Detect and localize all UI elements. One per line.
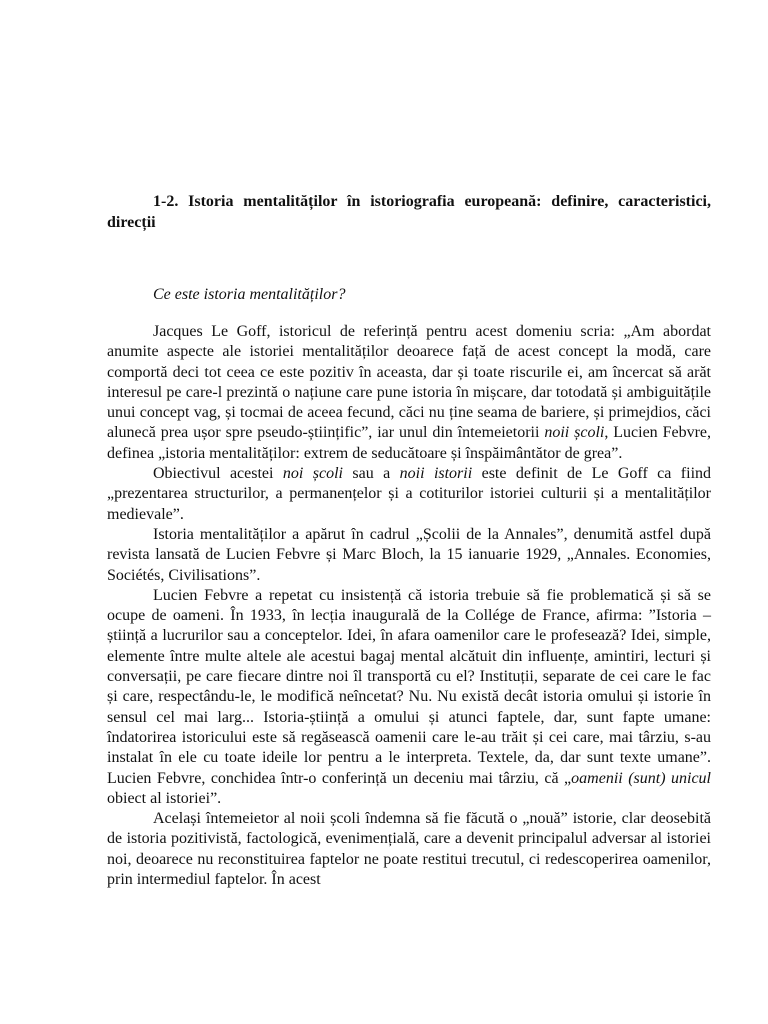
section-heading: 1-2. Istoria mentalităților în istoriografia europeană: definire, caracteristici, direcții bbox=[107, 193, 711, 231]
paragraph-text: sau a bbox=[342, 465, 400, 483]
paragraph-annales: Istoria mentalităților a apărut în cadrul „Școlii de la Annales”, denumită astfel după revista lansată de Lucien Febvre și Marc Bloch, la 15 ianuarie 1929, „Annales. Economies, Sociétés, Civilisations”. bbox=[107, 525, 711, 584]
paragraph-text: Obiectivul acestei bbox=[153, 465, 283, 483]
paragraph-objective bbox=[107, 464, 711, 525]
paragraph-new-history: Același întemeietor al noii școli îndemna să fie făcută o „nouă” istorie, clar deosebită de istoria pozitivistă, factologică, evenimențială, care a devenit principalul adversar al istoriei noi, deoarece nu reconstituirea faptelor ne poate restitui trecutul, ci redescoperirea oamenilor, prin intermediul faptelor. În acest bbox=[107, 810, 711, 889]
paragraph-text: Lucien Febvre a repetat cu insistență că istoria trebuie să fie problematică și să se ocupe de oameni. În 1933, în lecția inaugurală de la Collége de France, afirma: ”Istoria – știință a lucrurilor sau a conceptelor. Idei, în afara oamenilor care le profesează? Idei, simple, elemente între multe altele ale acestui bagaj mental alcătuit din influențe, amintiri, lecturi și conversații, pe care fiecare dintre noi îl transportă cu el? Instituții, separate de cei care le fac și care, respectându-le, le modifică neîncetat? Nu. Nu există decât istoria omului și istorie în sensul cel mai larg... Istoria-știință a omului și atunci faptele, dar, sunt fapte umane: îndatorirea istoricului este să regăsească oamenii care le-au trăit și cei care, mai târziu, s-au instalat în ele cu toate ideile lor pentru a le interpreta. Textele, da, dar sunt texte umane”. Lucien Febvre, conchidea într-o conferință un deceniu mai târziu, că „ bbox=[107, 586, 711, 787]
paragraph-text: obiect al istoriei”. bbox=[107, 789, 222, 807]
paragraph-text: este definit de Le Goff ca fiind „prezentarea structurilor, a permanențelor și a cotiturilor istoriei culturii și a mentalităților medievale”. bbox=[107, 465, 712, 523]
paragraph-text: Jacques Le Goff, istoricul de referință pentru acest domeniu scria: „Am abordat anumite aspecte ale istoriei mentalităților deoarece față de acest concept la modă, care comportă deci tot ceea ce este pozitiv în aceasta, dar și toate riscurile ei, am încercat să arăt interesul pe care-l prezintă o națiune care pune istoria în mișcare, dar totodată și ambiguitățile unui concept vag, și tocmai de aceea fecund, căci nu ține seama de bariere, și primejdios, căci alunecă prea ușor spre pseudo-științific”, iar unul din întemeietorii bbox=[107, 323, 711, 442]
document-page bbox=[107, 191, 711, 890]
italic-term: noi școli bbox=[282, 465, 343, 483]
italic-term: noii istorii bbox=[399, 465, 473, 483]
section-subheading: Ce este istoria mentalităților? bbox=[153, 286, 346, 303]
italic-term: oamenii (sunt) unicul bbox=[571, 769, 712, 787]
paragraph-text: , Lucien Febvre, definea „istoria mentalităților: extrem de seducătoare și înspăimântător de grea”. bbox=[107, 424, 711, 462]
paragraph-febvre bbox=[107, 586, 711, 809]
italic-term: noii școli bbox=[544, 424, 605, 442]
paragraph-le-goff-quote bbox=[107, 322, 711, 464]
